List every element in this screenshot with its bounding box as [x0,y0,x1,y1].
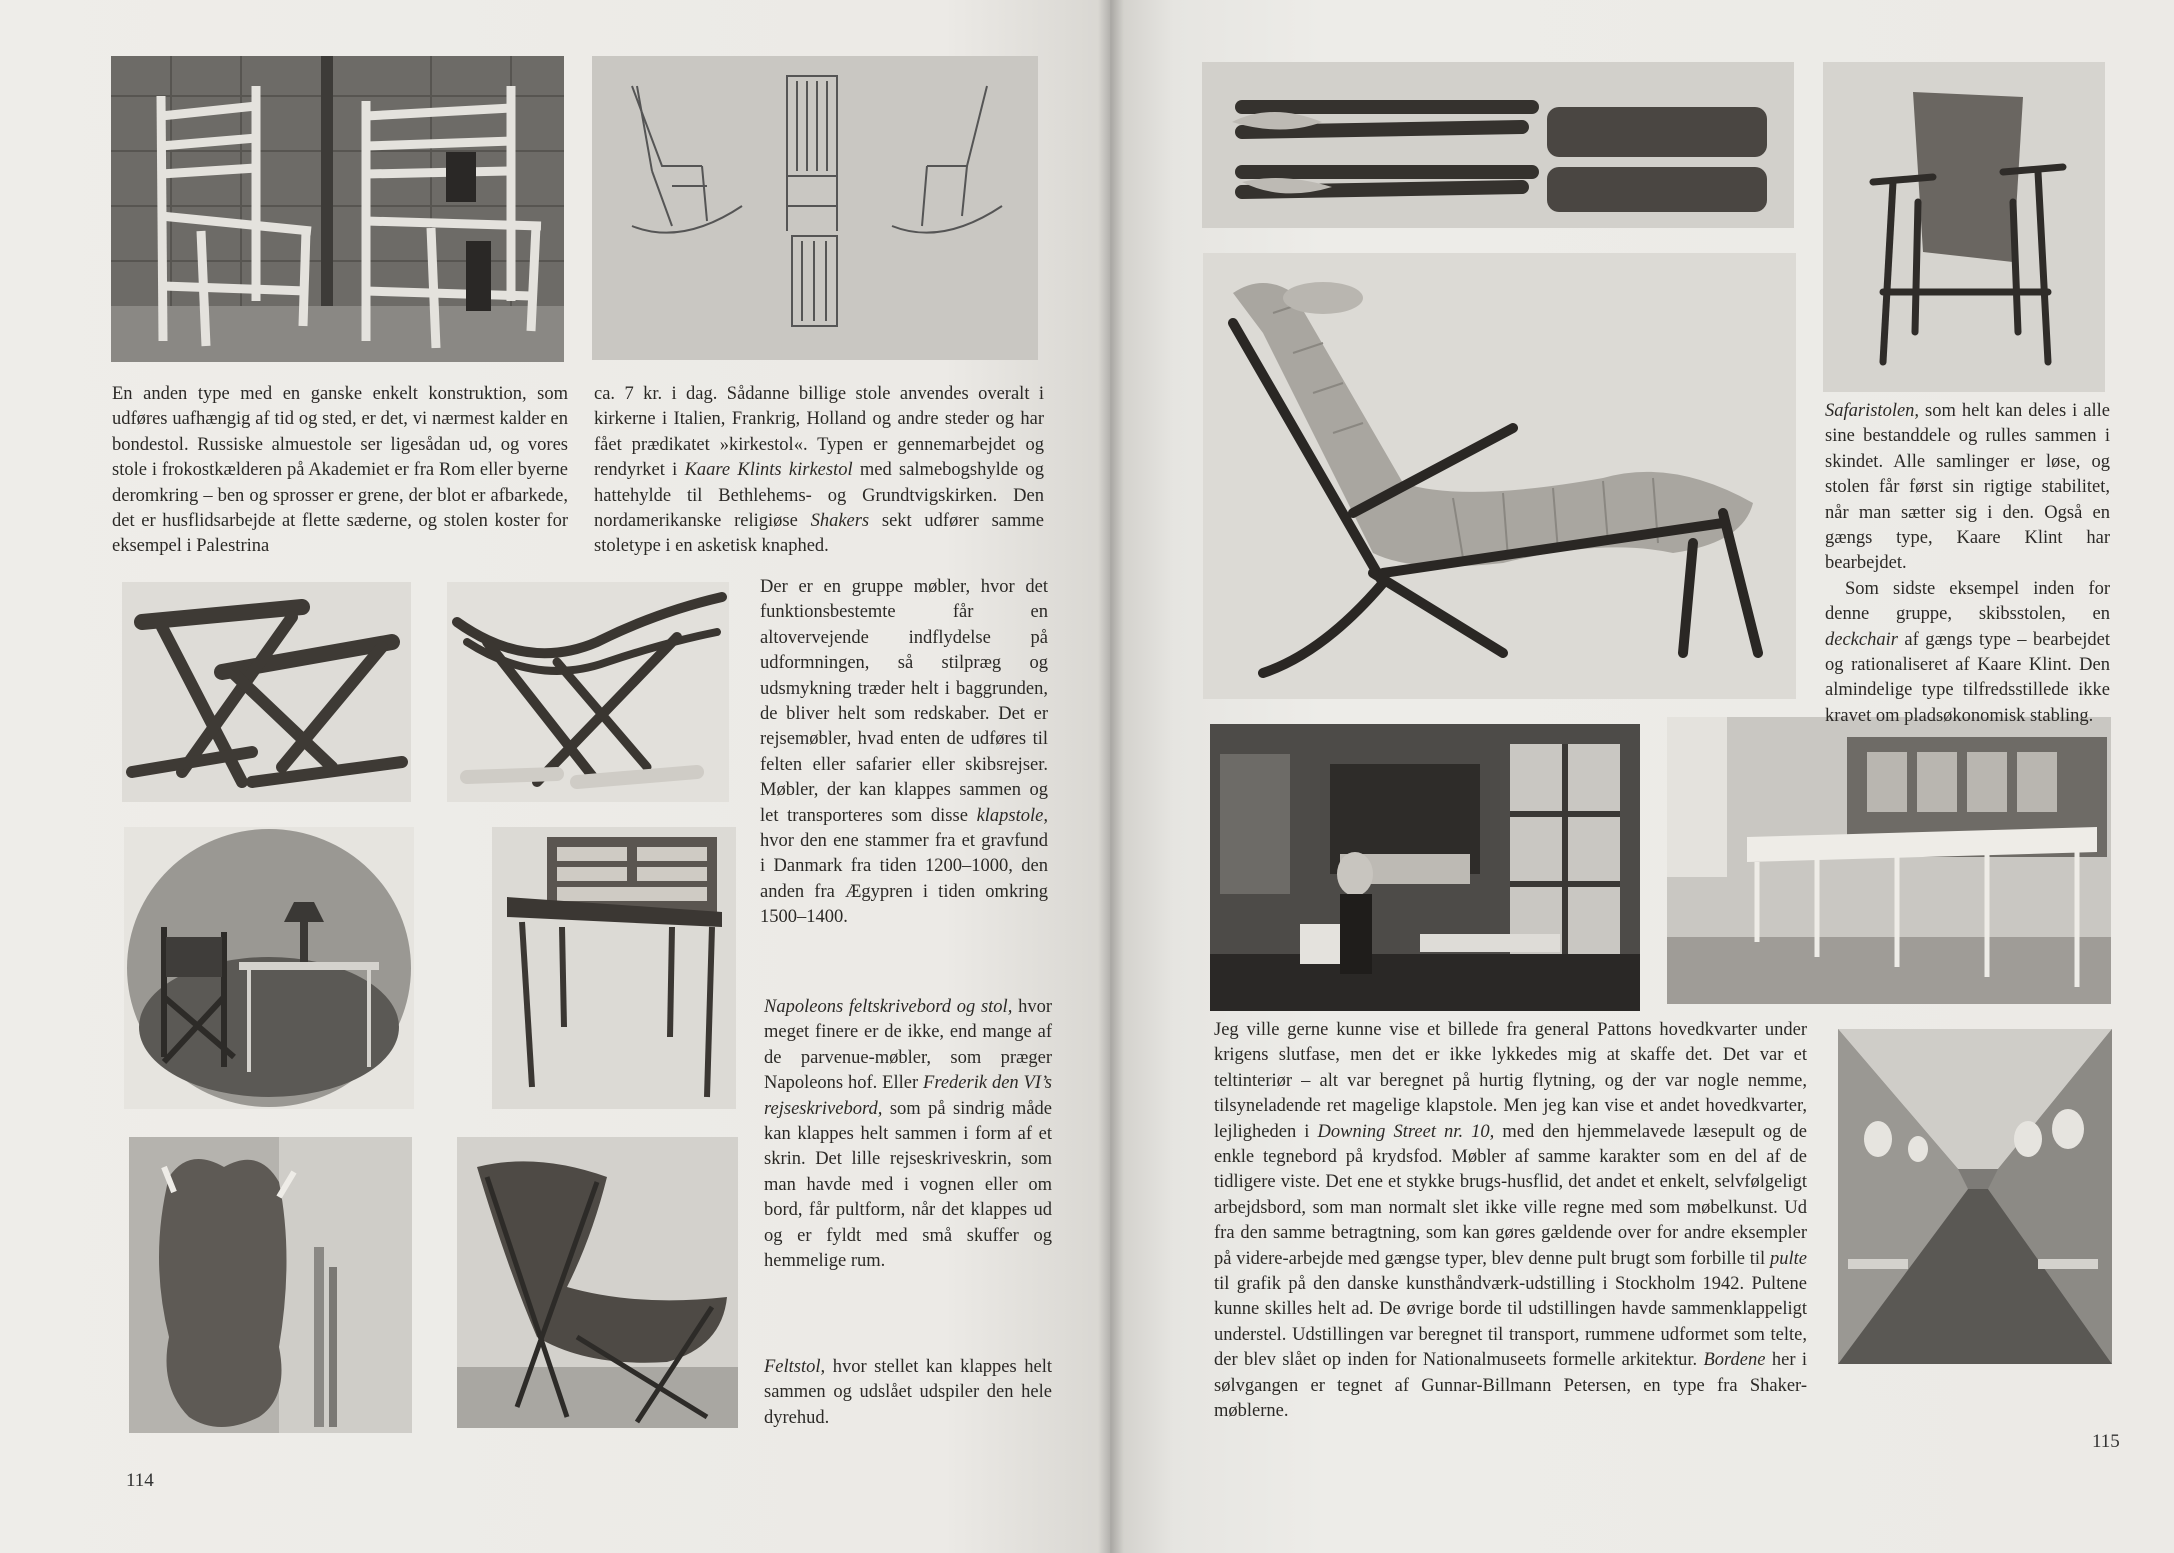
deckchair-term: deckchair [1825,629,1898,650]
travel-furniture-paragraph: Der er en gruppe møbler, hvor det funktionsbestemte får en altovervejende indflydelse på udformningen, så stilpræg og udsmykning træder helt i baggrunden, de bliver helt som redskaber. Det er rejsemøbler, hvad enten de udføres til felten eller safarier eller skibsrejser. Møbler, der kan klappes sammen og let transporteres som disse klapstole, hvor den ene stammer fra et gravfund i Danmark fra tiden 1200–1000, den anden fra Ægypren i tiden omkring 1500–1400. [760,577,1048,928]
photo-hide-sling [129,1137,412,1433]
safari-paragraph: Safaristolen, som helt kan deles i alle sine bestanddele og rulles sammen i skindet. Alle samlinger er løse, og stolen får først sin rigtige stabilitet, når man sætter sig i den. Også en gængs type, Kaare Klint har bearbejdet. [1825,401,2110,574]
intro-paragraph-1: En anden type med en ganske enkelt konstruktion, som udføres uafhængig af tid og sted, er det, vi nærmest kalder en bondestol. Russiske almuestole ser ligesådan ud, og vores stole i frokostkælderen på Akademiet er fra Rom eller byerne deromkring – ben og sprosser er grene, der blot er afbarkede, det er husflidsarbejde at flette sæderne, og stolen koster for eksempel i Palestrina [112,384,568,557]
klapstole-term: klapstole, [976,805,1048,826]
book-gutter [1098,0,1124,1553]
pulte-term: pulte [1770,1248,1807,1269]
bordene-term: Bordene [1703,1350,1766,1371]
safaristolen-title: Safaristolen, [1825,401,1920,421]
photo-safari-chair-rolled [1202,62,1794,228]
photo-exhibition-corridor [1838,1029,2112,1364]
feltstol-paragraph: Feltstol, hvor stellet kan klappes helt sammen og udslået udspiler den hele dyrehud. [764,1357,1052,1428]
photo-folding-stool-grave [122,582,411,802]
napoleon-caption [764,995,1052,1274]
photo-napoleon-field-chair [124,827,414,1109]
downing-street-term: Downing Street nr. 10, [1317,1121,1495,1142]
photo-rocking-chair-drawings [592,56,1038,360]
napoleon-paragraph: Napoleons feltskrivebord og stol, hvor meget finere er de ikke, end mange af de parvenue-møbler, som præger Napoleons hof. Eller Frederik den VI’s rejseskrivebord, som på sindrig måde kan klappes helt sammen i form af et skrin. Det lille rejseskriveskrin, som man havde med i vognen eller om bord, får pultform, når det klappes ud og er fyldt med små skuffer og hemmelige rum. [764,997,1052,1272]
photo-deck-chair [1203,253,1796,699]
photo-travel-desk-frederik [492,827,736,1109]
napoleon-title: Napoleons feltskrivebord og stol, [764,997,1013,1017]
travel-furniture-text [760,575,1048,931]
intro-text-column-1 [112,382,568,560]
intro-text-column-2 [594,382,1044,560]
intro-paragraph-2: ca. 7 kr. i dag. Sådanne billige stole anvendes overalt i kirkerne i Italien, Frankrig, Holland og andre steder og har fået prædikatet »kirkestol«. Typen er gennemarbejdet og rendyrket i Kaare Klints kirkestol med salmebogshylde og hattehylde til Bethlehems- og Grundtvigskirken. Den nordamerikanske religiøse Shakers sekt udfører samme stoletype i en asketisk knaphed. [594,384,1044,557]
deckchair-paragraph: Som sidste eksempel inden for denne gruppe, skibsstolen, en deckchair af gængs type – bearbejdet og rationaliseret af Kaare Klint. Den almindelige type tilfredsstillede ikke kravet om pladsøkonomisk stabling. [1825,578,2110,726]
frederik-title: Frederik den VI’s rejseskrivebord, [764,1073,1052,1119]
photo-downing-street-interior [1210,724,1640,1011]
photo-exhibition-pults [1667,717,2111,1004]
page-number-left: 114 [126,1470,154,1491]
photo-folding-stool-egypt [447,582,729,802]
safari-caption [1825,399,2110,729]
kaare-klint-kirkestol: Kaare Klints kirkestol [684,460,853,481]
feltstol-title: Feltstol, [764,1357,826,1377]
photo-field-chair-hide [457,1137,738,1428]
headquarters-paragraph: Jeg ville gerne kunne vise et billede fra general Pattons hovedkvarter under krigens slutfase, men det er ikke lykkedes mig at skaffe det. Det var et teltinteriør – alt var beregnet på hurtig flytning, og der var nogle nemme, tilsyneladende ret magelige klapstole. Men jeg kan vise et andet hovedkvarter, lejligheden i Downing Street nr. 10, med den hjemmelavede læsepult og de enkle tegnebord på krydsfod. Møbler af samme karakter som en del af de tidligere viste. Det ene et stykke brugs-husflid, det andet et enkelt, selvfølgeligt arbejdsbord, som man normalt slet ikke ville regne med som møbelkunst. Ud fra den samme betragtning, som kan gøres gældende over for andre eksempler på videre-arbejde med gængse typer, blev denne pult brugt som forbille til pulte til grafik på den danske kunsthåndværk-udstilling i Stockholm 1942. Pultene kunne skilles helt ad. De øvrige borde til udstillingen havde sammenklappeligt understel. Udstillingen var beregnet til transport, rummene udformet som telte, der blev slået op inden for Nationalmuseets formelle arkitektur. Bordene her i sølvgangen er tegnet af Gunnar-Billmann Petersen, en type fra Shaker-møblerne. [1214,1020,1808,1422]
feltstol-caption [764,1355,1052,1431]
photo-safari-chair [1823,62,2105,392]
page-number-right: 115 [2092,1431,2120,1452]
headquarters-text [1214,1018,1807,1425]
photo-rustic-chairs [111,56,564,362]
shakers-term: Shakers [810,511,870,532]
